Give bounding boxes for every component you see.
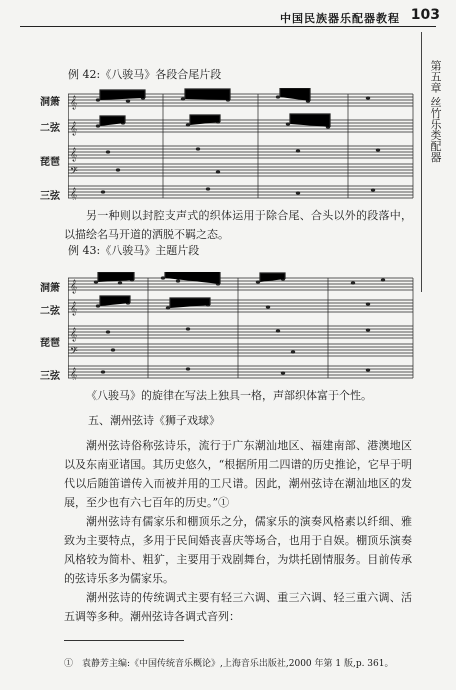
svg-text:𝄢: 𝄢 (70, 345, 78, 359)
svg-text:𝄞: 𝄞 (70, 95, 78, 109)
paragraph-chaozhou-history: 潮州弦诗俗称弦诗乐，流行于广东潮汕地区、福建南部、港澳地区以及东南亚诸国。其历史悠久，“根据所用二四谱的历史推论，它早于明代以后随笛谱传入而被并用的工尺谱。因此，潮州弦诗在潮汕地区的发展，至少也有六七百年的历史。”① (64, 439, 412, 509)
section-heading: 五、潮州弦诗《狮子戏球》 (88, 414, 220, 427)
svg-text:𝄞: 𝄞 (70, 301, 78, 315)
paragraph-chaozhou-styles: 潮州弦诗有儒家乐和棚顶乐之分，儒家乐的演奏风格素以纤细、雅致为主要特点，多用于民间婚丧喜庆等场合，也用于自娱。棚顶乐演奏风格较为简朴、粗犷，主要用于戏剧舞台，为烘托剧情服务。目前传承的弦诗乐多为儒家乐。 (64, 515, 412, 585)
header-rule (20, 26, 436, 27)
running-header-title: 中国民族器乐配器教程 (280, 12, 400, 25)
score2-instrument-label: 琵琶 (40, 338, 60, 349)
svg-text:𝄞: 𝄞 (70, 187, 78, 200)
score2-instrument-label: 三弦 (40, 371, 60, 382)
svg-text:𝄞: 𝄞 (70, 121, 78, 135)
footnote-rule (64, 640, 184, 641)
score2-instrument-label: 洞箫 (40, 283, 60, 294)
example-42-caption: 例 42:《八骏马》各段合尾片段 (68, 68, 222, 81)
paragraph-melody-remark: 《八骏马》的旋律在写法上独具一格，声部织体富于个性。 (86, 389, 372, 402)
side-divider (421, 32, 422, 292)
paragraph-chaozhou-modes: 潮州弦诗的传统调式主要有轻三六调、重三六调、轻三重六调、活五调等多种。潮州弦诗各调式音列： (64, 591, 412, 623)
example-43-caption: 例 43:《八骏马》主题片段 (68, 244, 200, 257)
score1-instrument-label: 二弦 (40, 123, 60, 134)
svg-text:𝄞: 𝄞 (70, 147, 78, 161)
footnote: ① 袁静芳主编:《中国传统音乐概论》,上海音乐出版社,2000 年第 1 版,p. 361。 (64, 659, 394, 669)
score1-instrument-label: 三弦 (40, 191, 60, 202)
music-score-example-43 (68, 272, 418, 380)
page-header (0, 0, 456, 30)
paragraph-texture-description: 另一种则以封腔支声式的织体运用于除合尾、合头以外的段落中，以描绘名马开道的洒脱不羁之态。 (64, 209, 412, 241)
score1-instrument-label: 洞箫 (40, 97, 60, 108)
chapter-side-tab: 第五章 丝竹乐类配器 (429, 60, 442, 163)
score1-instrument-label: 琵琶 (40, 157, 60, 168)
score2-instrument-label: 二弦 (40, 306, 60, 317)
page-number: 103 (410, 7, 440, 23)
svg-text:𝄢: 𝄢 (70, 165, 78, 179)
svg-text:𝄞: 𝄞 (70, 367, 78, 380)
svg-text:𝄞: 𝄞 (70, 327, 78, 341)
svg-text:𝄞: 𝄞 (70, 279, 78, 293)
music-score-example-42 (68, 88, 418, 200)
